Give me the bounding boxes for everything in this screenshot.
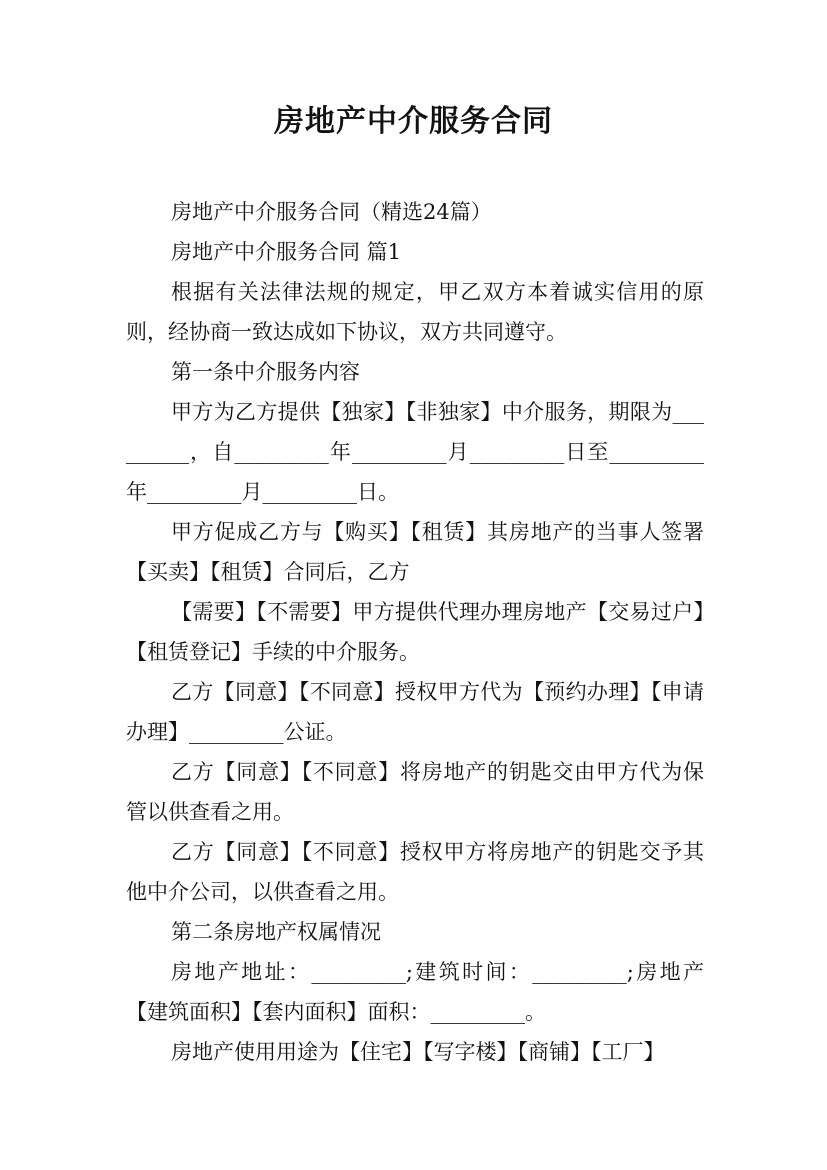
paragraph-contract-signing: 甲方促成乙方与【购买】【租赁】其房地产的当事人签署【买卖】【租赁】合同后，乙方 [126, 520, 704, 584]
paragraph-property-usage: 房地产使用用途为【住宅】【写字楼】【商铺】【工厂】 [171, 1040, 665, 1064]
paragraph-section-heading: 房地产中介服务合同 篇1 [171, 240, 402, 264]
paragraph-property-address: 房地产地址：_________;建筑时间：_________;房地产【建筑面积】【套内面积】面积：_________。 [126, 960, 704, 1024]
paragraph-key-transfer: 乙方【同意】【不同意】授权甲方将房地产的钥匙交予其他中介公司，以供查看之用。 [126, 840, 704, 904]
document-title: 房地产中介服务合同 [274, 104, 553, 139]
paragraph-article-2-heading: 第二条房地产权属情况 [171, 920, 381, 944]
paragraph-service-term: 甲方为乙方提供【独家】【非独家】中介服务，期限为_________，自_________年_________月_________日至_________年_________月_________日。 [126, 400, 704, 504]
paragraph-key-custody: 乙方【同意】【不同意】将房地产的钥匙交由甲方代为保管以供查看之用。 [126, 760, 704, 824]
paragraph-subtitle: 房地产中介服务合同（精选24篇） [171, 200, 492, 224]
paragraph-preamble: 根据有关法律法规的规定，甲乙双方本着诚实信用的原则，经协商一致达成如下协议，双方共同遵守。 [126, 280, 704, 344]
paragraph-notarization: 乙方【同意】【不同意】授权甲方代为【预约办理】【申请办理】_________公证。 [126, 680, 704, 744]
document-body [126, 192, 704, 1072]
paragraph-agency-service: 【需要】【不需要】甲方提供代理办理房地产【交易过户】【租赁登记】手续的中介服务。 [126, 600, 704, 664]
paragraph-article-1-heading: 第一条中介服务内容 [171, 360, 360, 384]
